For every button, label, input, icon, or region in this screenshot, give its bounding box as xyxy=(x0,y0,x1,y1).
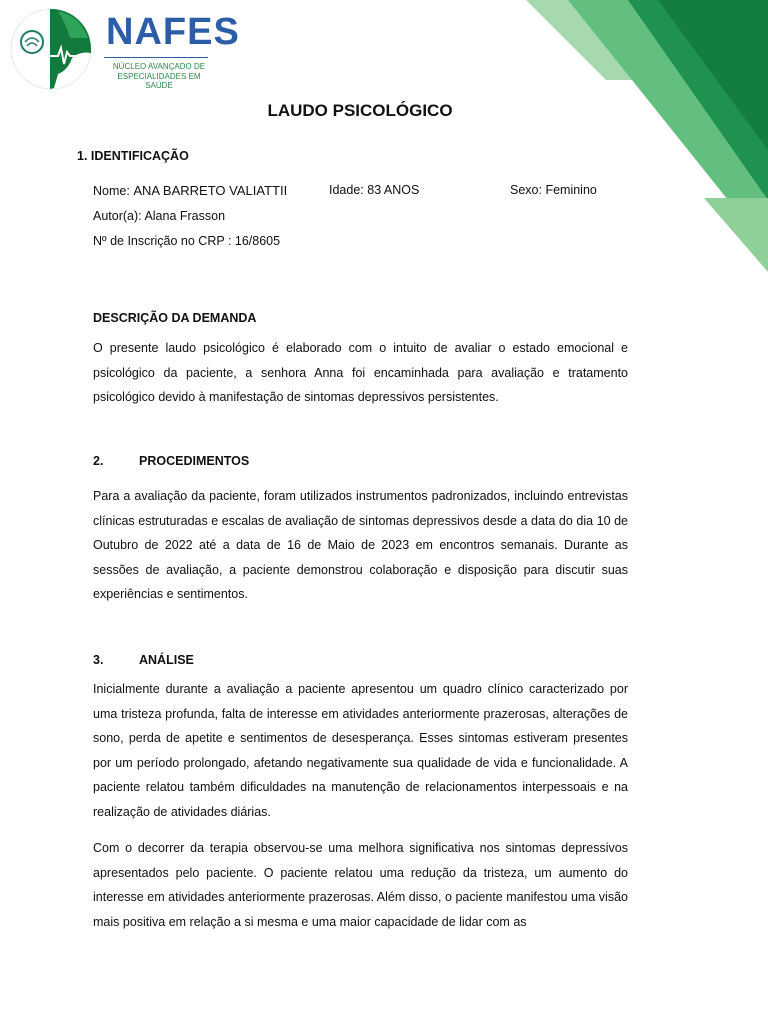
analysis-heading: ANÁLISE xyxy=(139,653,194,667)
author-label: Autor(a): xyxy=(93,209,142,223)
name-label: Nome: xyxy=(93,184,130,198)
age-value: 83 ANOS xyxy=(367,183,420,197)
crp-label: Nº de Inscrição no CRP : xyxy=(93,234,232,248)
logo-subtitle-line: NÚCLEO AVANÇADO DE xyxy=(112,62,206,71)
logo-subtitle xyxy=(104,62,214,91)
procedures-heading: PROCEDIMENTOS xyxy=(139,454,250,468)
name-field xyxy=(93,183,287,198)
procedures-paragraph: Para a avaliação da paciente, foram utilizados instrumentos padronizados, incluindo entrevistas clínicas estruturadas e escalas de avaliação de sintomas depressivos desde a data do dia 10 de Outubro de 2022 até a data de 16 de Maio de 2023 em encontros semanais. Durante as sessões de avaliação, a paciente demonstrou colaboração e disposição para discutir suas experiências e sentimentos. xyxy=(93,489,628,602)
document-title: LAUDO PSICOLÓGICO xyxy=(267,101,453,120)
sex-field xyxy=(510,183,597,197)
age-label: Idade: xyxy=(329,183,364,197)
demand-paragraph: O presente laudo psicológico é elaborado com o intuito de avaliar o estado emocional e psicológico da paciente, a senhora Anna foi encaminhada para avaliação e tratamento psicológico devido à manifestação de sintomas depressivos persistentes. xyxy=(93,341,628,405)
age-field xyxy=(329,183,419,197)
procedures-number: 2. xyxy=(93,454,104,468)
analysis-number: 3. xyxy=(93,653,104,667)
crp-field xyxy=(93,234,280,248)
author-field xyxy=(93,209,225,223)
name-value: ANA BARRETO VALIATTII xyxy=(133,183,288,198)
logo-divider xyxy=(104,57,208,58)
decorative-corner-shapes xyxy=(508,0,768,280)
analysis-paragraph-1: Inicialmente durante a avaliação a paciente apresentou um quadro clínico caracterizado por uma tristeza profunda, falta de interesse em atividades anteriormente prazerosas, alterações de sono, perda de apetite e sentimentos de desesperança. Esses sintomas estiveram presentes por um período prolongado, afetando negativamente sua qualidade de vida e funcionalidade. A paciente relatou também dificuldades na manutenção de relacionamentos interpessoais e na realização de atividades diárias. xyxy=(93,682,628,819)
nafes-logo xyxy=(10,8,240,90)
identification-heading: 1. IDENTIFICAÇÃO xyxy=(77,149,189,163)
sex-label: Sexo: xyxy=(510,183,542,197)
crp-value: 16/8605 xyxy=(234,234,281,248)
sex-value: Feminino xyxy=(545,183,597,197)
analysis-paragraph-2: Com o decorrer da terapia observou-se uma melhora significativa nos sintomas depressivos apresentados pelo paciente. O paciente relatou uma redução da tristeza, um aumento do interesse em atividades anteriormente prazerosas. Além disso, o paciente manifestou uma visão mais positiva em relação a si mesma e uma maior capacidade de lidar com as xyxy=(93,841,628,929)
demand-heading: DESCRIÇÃO DA DEMANDA xyxy=(93,311,257,325)
head-profile-logo-icon xyxy=(10,8,94,90)
logo-title: NAFES xyxy=(106,11,240,53)
logo-subtitle-line: SAÚDE xyxy=(145,81,173,90)
author-value: Alana Frasson xyxy=(144,209,226,223)
logo-subtitle-line: ESPECIALIDADES EM xyxy=(117,71,201,81)
